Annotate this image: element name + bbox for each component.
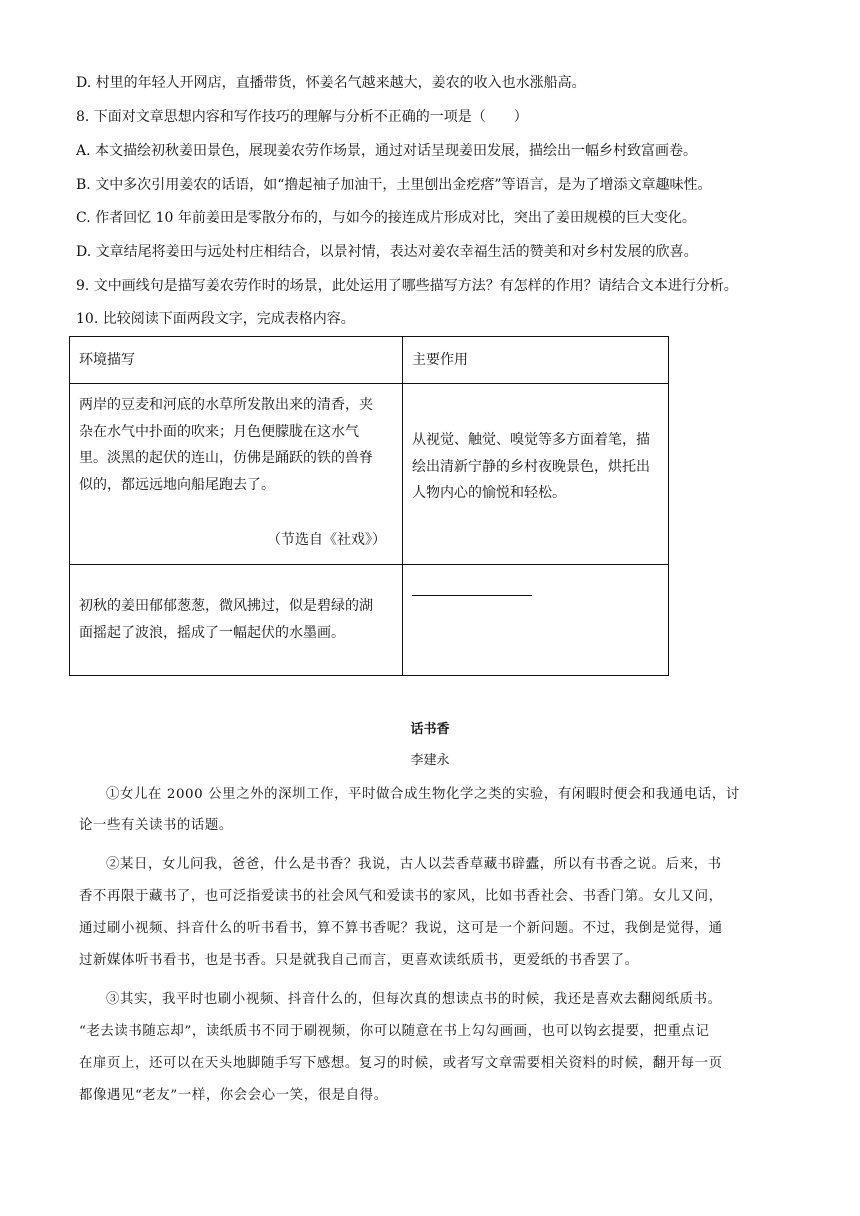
q8-option-b: B. 文中多次引用姜农的话语，如“撸起袖子加油干，土里刨出金疙瘩”等语言，是为了增添文章趣味性。 [76, 177, 712, 193]
row2-description [79, 593, 373, 646]
q8-stem: 8. 下面对文章思想内容和写作技巧的理解与分析不正确的一项是（ ） [76, 109, 528, 125]
q8-option-a: A. 本文描绘初秋姜田景色，展现姜农劳作场景，通过对话呈现姜田发展，描绘出一幅乡村致富画卷。 [76, 143, 698, 159]
q10-stem: 10. 比较阅读下面两段文字，完成表格内容。 [76, 311, 355, 327]
article-paragraph-line: 过新媒体听书看书，也是书香。只是就我自己而言，更喜欢读纸质书，更爱纸的书香罢了。 [79, 953, 639, 968]
table-header-environment: 环境描写 [79, 352, 135, 368]
q9-stem: 9. 文中画线句是描写姜农劳作时的场景，此处运用了哪些描写方法？有怎样的作用？请结合文本进行分析。 [76, 278, 738, 294]
row1-description-line: 杂在水气中扑面的吹来；月色便朦胧在这水气 [79, 423, 359, 440]
article-paragraph-line: 都像遇见“老友”一样，你会会心一笑，很是自得。 [79, 1088, 388, 1103]
row2-description-line: 面摇起了波浪，摇成了一幅起伏的水墨画。 [79, 624, 345, 641]
row1-description-line: 两岸的豆麦和河底的水草所发散出来的清香，夹 [79, 397, 373, 413]
row1-function [412, 427, 650, 507]
article-paragraph-line: 在扉页上，还可以在天头地脚随手写下感想。复习的时候，或者写文章需要相关资料的时候，翻开每一页 [79, 1056, 723, 1071]
article-paragraph-line: 论一些有关读书的话题。 [79, 818, 233, 833]
article-paragraph-line: “老去读书随忘却”，读纸质书不同于刷视频，你可以随意在书上勾勾画画，也可以钩玄提要，把重点记 [79, 1024, 710, 1039]
q7-option-d: D. 村里的年轻人开网店，直播带货，怀姜名气越来越大，姜农的收入也水涨船高。 [76, 75, 586, 91]
row1-description [79, 392, 373, 498]
q8-option-c: C. 作者回忆 10 年前姜田是零散分布的，与如今的接连成片形成对比，突出了姜田规模的巨大变化。 [76, 210, 696, 226]
row1-function-line: 从视觉、触觉、嗅觉等多方面着笔，描 [412, 432, 650, 448]
table-column-divider [402, 337, 403, 675]
row1-function-line: 人物内心的愉悦和轻松。 [412, 485, 566, 501]
row1-function-line: 绘出清新宁静的乡村夜晚景色，烘托出 [412, 458, 650, 475]
article-paragraph-line: ②某日，女儿问我，爸爸，什么是书香？我说，古人以芸香草藏书辟蠹，所以有书香之说。后来，书 [106, 857, 722, 872]
row1-description-line: 似的，都远远地向船尾跑去了。 [79, 476, 275, 493]
row1-description-line: 里。淡黑的起伏的连山，仿佛是踊跃的铁的兽脊 [79, 450, 373, 466]
article-paragraph-line: 通过刷小视频、抖音什么的听书看书，算不算书香呢？我说，这可是一个新问题。不过，我倒是觉得，通 [79, 921, 723, 936]
table-header-divider [70, 383, 668, 384]
article-paragraph-line: ①女儿在 2000 公里之外的深圳工作，平时做合成生物化学之类的实验，有闲暇时便会和我通电话，讨 [106, 787, 740, 802]
answer-blank-line[interactable] [412, 595, 532, 596]
comparison-table [69, 336, 669, 676]
table-header-function: 主要作用 [412, 352, 468, 368]
table-row-divider [70, 564, 668, 565]
article-author: 李建永 [410, 753, 450, 768]
article-title: 话书香 [410, 722, 450, 737]
row1-source: （节选自《社戏》） [267, 532, 386, 548]
article-paragraph-line: 香不再限于藏书了，也可泛指爱读书的社会风气和爱读书的家风，比如书香社会、书香门第。女儿又问， [79, 889, 723, 904]
q8-option-d: D. 文章结尾将姜田与远处村庄相结合，以景衬情，表达对姜农幸福生活的赞美和对乡村发展的欣喜。 [76, 244, 698, 260]
row2-description-line: 初秋的姜田郁郁葱葱，微风拂过，似是碧绿的湖 [79, 598, 373, 614]
article-paragraph-line: ③其实，我平时也刷小视频、抖音什么的，但每次真的想读点书的时候，我还是喜欢去翻阅纸质书。 [106, 992, 722, 1007]
